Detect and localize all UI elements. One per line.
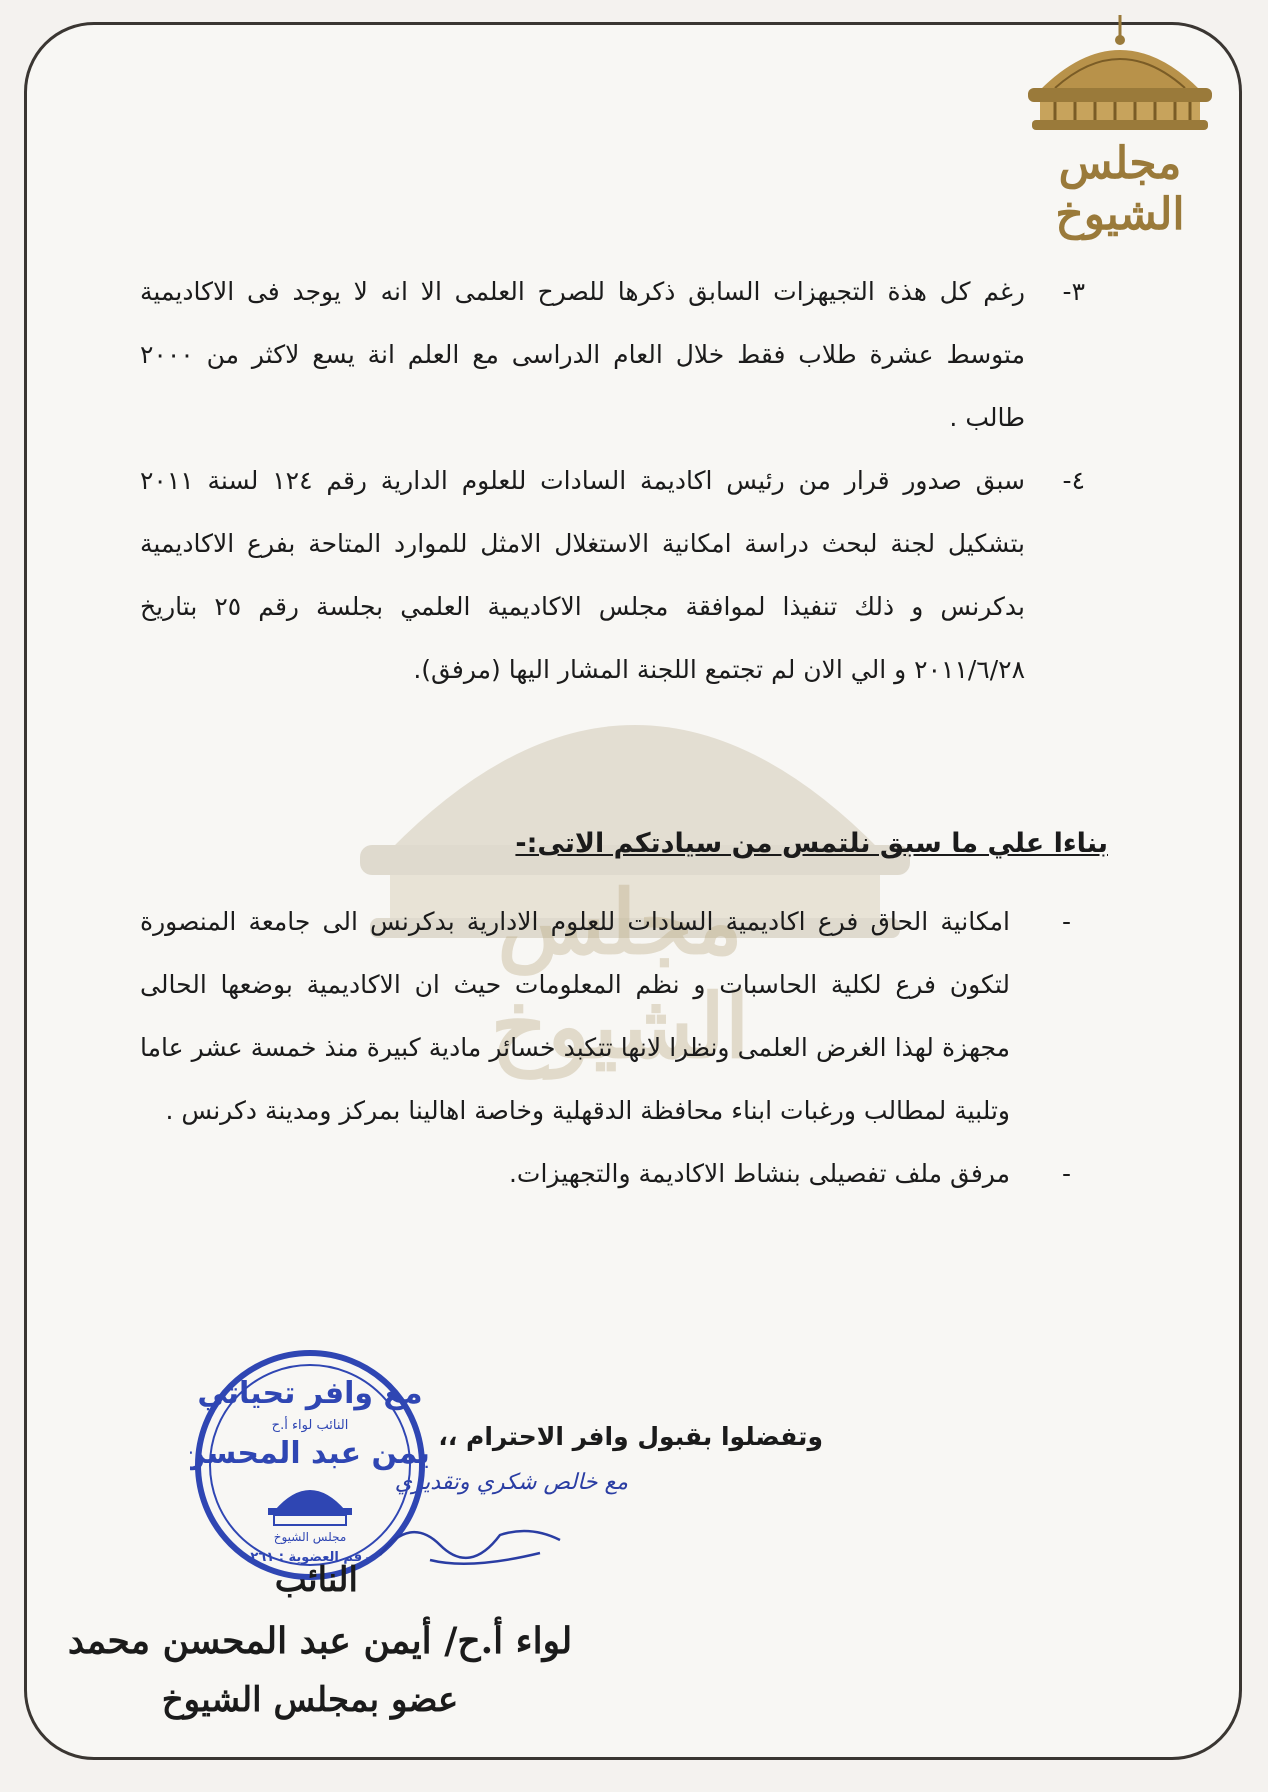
handwritten-note: مع خالص شكري وتقديري: [394, 1470, 628, 1495]
bullet-dash: -: [1061, 1159, 1071, 1188]
dome-icon: [1010, 10, 1230, 140]
point-4: [140, 449, 1085, 701]
request-text: امكانية الحاق فرع اكاديمية السادات للعلوم الادارية بدكرنس الى جامعة المنصورة لتكون فرع لكلية الحاسبات و نظم المعلومات حيث ان الاكاديمية بوضعها الحالى مجهزة لهذا الغرض العلمى ونظرا لانها تتكبد خسائر مادية كبيرة منذ خمسة عشر عاما وتلبية لمطالب ورغبات ابناء محافظة الدقهلية وخاصة اهالينا بمركز ومدينة دكرنس .: [140, 907, 1010, 1125]
request-item: [140, 1142, 1085, 1205]
point-text: رغم كل هذة التجيهزات السابق ذكرها للصرح العلمى الا انه لا يوجد فى الاكاديمية متوسط عشرة طلاب فقط خلال العام الدراسى مع العلم انة يسع لاكثر من ٢٠٠٠ طالب .: [140, 277, 1025, 432]
senate-logo: [1010, 10, 1230, 240]
stamp-name: أيمن عبد المحسن: [190, 1436, 430, 1471]
point-number: ٤-: [1062, 466, 1085, 495]
request-item: [140, 890, 1085, 1142]
signature-scribble: [370, 1505, 570, 1575]
requests-heading: بناءا علي ما سبق نلتمس من سيادتكم الاتى:-: [515, 828, 1108, 859]
point-text: سبق صدور قرار من رئيس اكاديمة السادات للعلوم الدارية رقم ١٢٤ لسنة ٢٠١١ بتشكيل لجنة لبحث دراسة امكانية الاستغلال الامثل للموارد المتاحة بفرع الاكاديمية بدكرنس و ذلك تنفيذا لموافقة مجلس الاكاديمية العلمي بجلسة رقم ٢٥ بتاريخ ٢٠١١/٦/٢٨ و الي الان لم تجتمع اللجنة المشار اليها (مرفق).: [140, 466, 1026, 684]
closing-line: وتفضلوا بقبول وافر الاحترام ،،: [438, 1422, 823, 1451]
requests-list: [140, 890, 1085, 1205]
stamp-membership: رقم العضوية : ٢٦١: [250, 1550, 370, 1565]
stamp-small-text: النائب لواء أ.ح: [271, 1418, 349, 1433]
signature-title: النائب: [274, 1560, 358, 1600]
watermark-text: مجلس الشيوخ: [490, 870, 750, 1078]
stamp-council: مجلس الشيوخ: [273, 1530, 347, 1544]
signature-role: عضو بمجلس الشيوخ: [161, 1680, 459, 1720]
signature-name: لواء أ.ح/ أيمن عبد المحسن محمد: [67, 1620, 573, 1662]
point-number: ٣-: [1062, 277, 1085, 306]
request-text: مرفق ملف تفصيلى بنشاط الاكاديمة والتجهيزات.: [508, 1159, 1010, 1188]
bullet-dash: -: [1061, 907, 1071, 936]
stamp-dome-icon: [268, 1490, 352, 1525]
numbered-points: [140, 260, 1085, 701]
logo-text: مجلس الشيوخ: [1055, 138, 1185, 240]
stamp-top-text: مع وافر تحياتي: [197, 1376, 423, 1411]
point-3: [140, 260, 1085, 449]
